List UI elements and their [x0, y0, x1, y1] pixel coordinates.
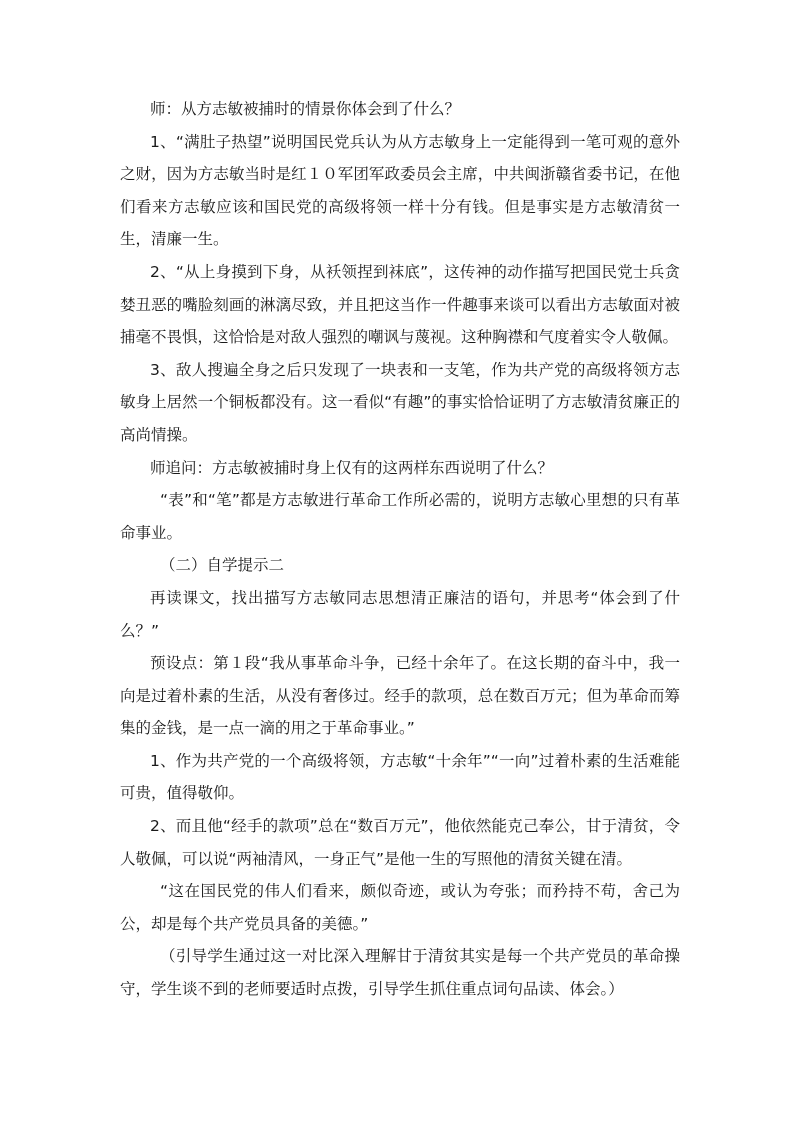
paragraph-analysis-1: 1、作为共产党的一个高级将领，方志敏“十余年”“一向”过着朴素的生活难能可贵，值得敬仰。	[120, 751, 680, 803]
paragraph-point-2: 2、“从上身摸到下身，从袄领捏到袜底”，这传神的动作描写把国民党士兵贪婪丑恶的嘴脸刻画的淋漓尽致，并且把这当作一件趣事来谈可以看出方志敏面对被捕毫不畏惧，这恰恰是对敌人强烈的嘲讽与蔑视。这种胸襟和气度着实令人敬佩。	[120, 262, 680, 347]
paragraph-teaching-note: （引导学生通过这一对比深入理解甘于清贫其实是每一个共产党员的革命操守，学生谈不到的老师要适时点拨，引导学生抓住重点词句品读、体会。）	[120, 947, 680, 999]
document-body	[120, 93, 680, 1006]
paragraph-point-3: 3、敌人搜遍全身之后只发现了一块表和一支笔，作为共产党的高级将领方志敏身上居然一个铜板都没有。这一看似“有趣”的事实恰恰证明了方志敏清贫廉正的高尚情操。	[120, 360, 680, 444]
paragraph-follow-up-answer: “表”和“笔”都是方志敏进行革命工作所必需的，说明方志敏心里想的只有革命事业。	[120, 491, 680, 542]
paragraph-teacher-question: 师：从方志敏被捕时的情景你体会到了什么？	[150, 100, 461, 118]
paragraph-preset-point: 预设点：第１段“我从事革命斗争，已经十余年了。在这长期的奋斗中，我一向是过着朴素的生活，从没有奢侈过。经手的款项，总在数百万元；但为革命而筹集的金钱，是一点一滴的用之于革命事业。”	[120, 654, 680, 738]
paragraph-point-1: 1、“满肚子热望”说明国民党兵认为从方志敏身上一定能得到一笔可观的意外之财，因为方志敏当时是红１０军团军政委员会主席，中共闽浙赣省委书记，在他们看来方志敏应该和国民党的高级将领一样十分有钱。但是事实是方志敏清贫一生，清廉一生。	[120, 132, 680, 249]
paragraph-reread-task: 再读课文，找出描写方志敏同志思想清正廉洁的语句，并思考“体会到了什么？”	[120, 588, 680, 640]
section-heading-self-study-2: （二）自学提示二	[160, 556, 285, 575]
paragraph-follow-up-question: 师追问：方志敏被捕时身上仅有的这两样东西说明了什么？	[150, 458, 554, 477]
paragraph-quote: “这在国民党的伟人们看来，颇似奇迹，或认为夸张；而矜持不苟，舍己为公，却是每个共产党员具备的美德。”	[120, 882, 680, 933]
paragraph-analysis-2: 2、而且他“经手的款项”总在“数百万元”，他依然能克己奉公，甘于清贫，令人敬佩，可以说“两袖清风，一身正气”是他一生的写照他的清贫关键在清。	[120, 817, 680, 868]
